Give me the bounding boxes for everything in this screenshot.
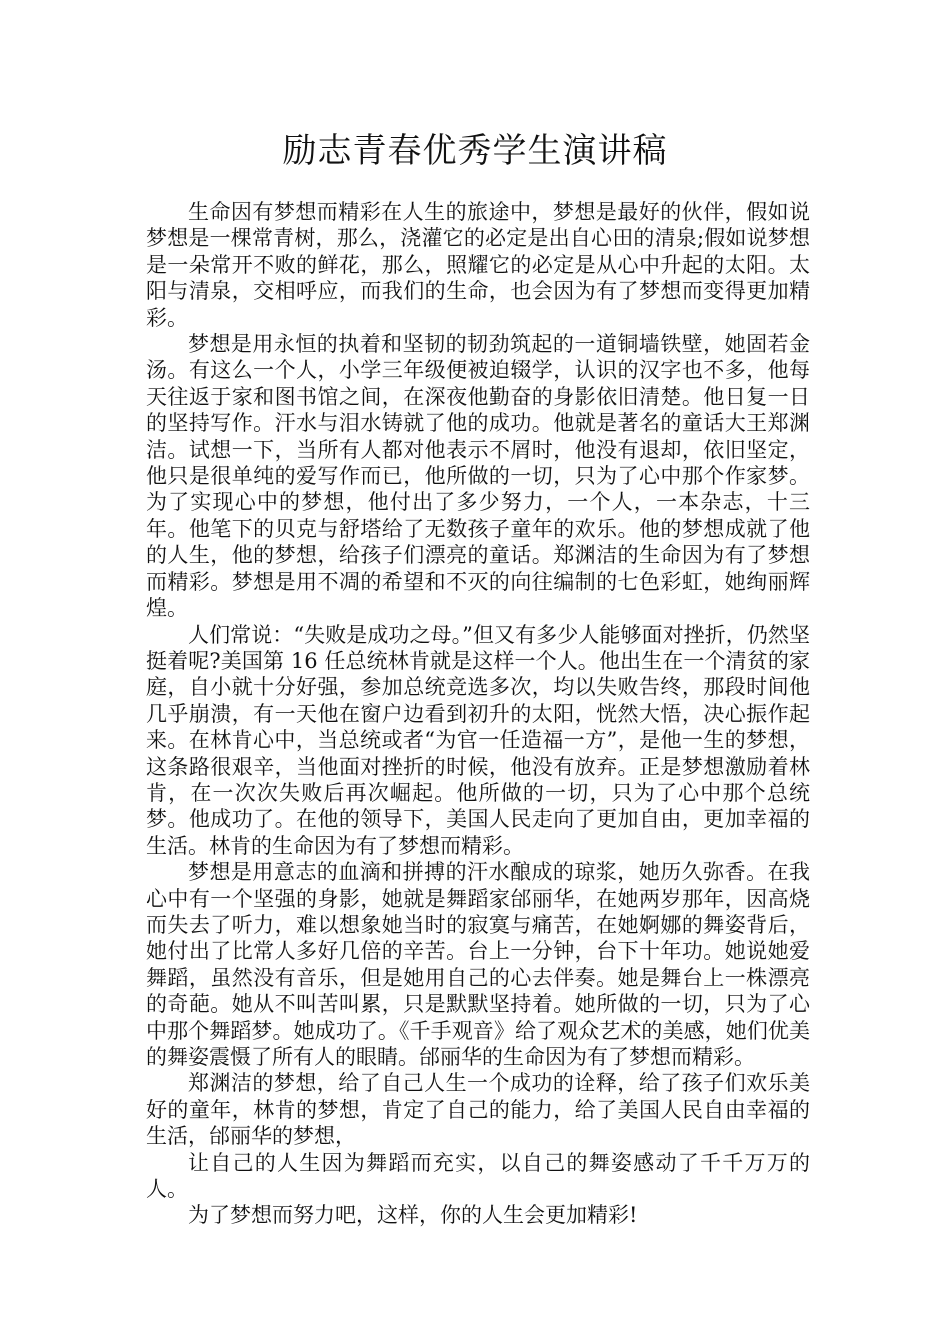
paragraph-3: 人们常说：“失败是成功之母。”但又有多少人能够面对挫折，仍然坚挺着呢?美国第 16 任总统林肯就是这样一个人。他出生在一个清贫的家庭，自小就十分好强，参加总统竞选多次，均以失败告终，那段时间他几乎崩溃，有一天他在窗户边看到初升的太阳，恍然大悟，决心振作起来。在林肯心中，当总统或者“为官一任造福一方”，是他一生的梦想，这条路很艰辛，当他面对挫折的时候，他没有放弃。正是梦想激励着林肯，在一次次失败后再次崛起。他所做的一切，只为了心中那个总统梦。他成功了。在他的领导下，美国人民走向了更加自由，更加幸福的生活。林肯的生命因为有了梦想而精彩。 bbox=[146, 622, 810, 858]
paragraph-7: 为了梦想而努力吧，这样，你的人生会更加精彩! bbox=[188, 1203, 638, 1228]
paragraph-4: 梦想是用意志的血滴和拼搏的汗水酿成的琼浆，她历久弥香。在我心中有一个坚强的身影，她就是舞蹈家邰丽华，在她两岁那年，因高烧而失去了听力，难以想象她当时的寂寞与痛苦，在她婀娜的舞姿背后，她付出了比常人多好几倍的辛苦。台上一分钟，台下十年功。她说她爱舞蹈，虽然没有音乐，但是她用自己的心去伴奏。她是舞台上一株漂亮的奇葩。她从不叫苦叫累，只是默默坚持着。她所做的一切，只为了心中那个舞蹈梦。她成功了。《千手观音》给了观众艺术的美感，她们优美的舞姿震慑了所有人的眼睛。邰丽华的生命因为有了梦想而精彩。 bbox=[146, 860, 810, 1069]
document-title: 励志青春优秀学生演讲稿 bbox=[282, 131, 668, 171]
paragraph-5: 郑渊洁的梦想，给了自己人生一个成功的诠释，给了孩子们欢乐美好的童年，林肯的梦想，肯定了自己的能力，给了美国人民自由幸福的生活，邰丽华的梦想， bbox=[146, 1071, 810, 1149]
paragraph-6: 让自己的人生因为舞蹈而充实，以自己的舞姿感动了千千万万的人。 bbox=[146, 1150, 810, 1202]
document-body bbox=[146, 199, 810, 1229]
paragraph-1: 生命因有梦想而精彩在人生的旅途中，梦想是最好的伙伴，假如说梦想是一棵常青树，那么，浇灌它的必定是出自心田的清泉;假如说梦想是一朵常开不败的鲜花，那么，照耀它的必定是从心中升起的太阳。太阳与清泉，交相呼应，而我们的生命，也会因为有了梦想而变得更加精彩。 bbox=[146, 200, 810, 330]
paragraph-2: 梦想是用永恒的执着和坚韧的韧劲筑起的一道铜墙铁壁，她固若金汤。有这么一个人，小学三年级便被迫辍学，认识的汉字也不多，他每天往返于家和图书馆之间，在深夜他勤奋的身影依旧清楚。他日复一日的坚持写作。汗水与泪水铸就了他的成功。他就是著名的童话大王郑渊洁。试想一下，当所有人都对他表示不屑时，他没有退却，依旧坚定，他只是很单纯的爱写作而已，他所做的一切，只为了心中那个作家梦。为了实现心中的梦想，他付出了多少努力，一个人，一本杂志，十三年。他笔下的贝克与舒塔给了无数孩子童年的欢乐。他的梦想成就了他的人生，他的梦想，给孩子们漂亮的童话。郑渊洁的生命因为有了梦想而精彩。梦想是用不凋的希望和不灭的向往编制的七色彩虹，她绚丽辉煌。 bbox=[146, 332, 810, 621]
